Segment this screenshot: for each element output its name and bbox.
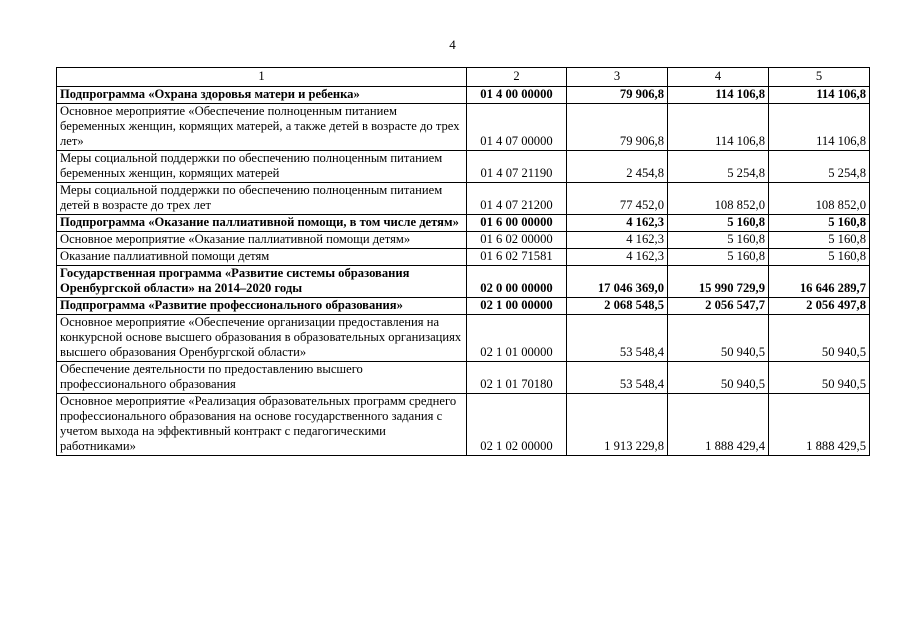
row-name-cell: Меры социальной поддержки по обеспечению полноценным питанием беременных женщин, кормящих матерей bbox=[57, 151, 467, 183]
row-code-cell: 02 1 00 00000 bbox=[467, 298, 567, 315]
row-value-col3-cell: 53 548,4 bbox=[567, 362, 668, 394]
row-value-col3-cell: 4 162,3 bbox=[567, 232, 668, 249]
row-code-cell: 02 1 01 70180 bbox=[467, 362, 567, 394]
row-code-cell: 01 4 07 00000 bbox=[467, 104, 567, 151]
table-row bbox=[57, 249, 870, 266]
row-code-cell: 01 4 07 21200 bbox=[467, 183, 567, 215]
row-value-col3-cell: 4 162,3 bbox=[567, 215, 668, 232]
row-value-col4-cell: 114 106,8 bbox=[668, 87, 769, 104]
row-name-cell: Оказание паллиативной помощи детям bbox=[57, 249, 467, 266]
table-body bbox=[57, 87, 870, 456]
row-code-cell: 01 4 00 00000 bbox=[467, 87, 567, 104]
row-value-col5-cell: 5 160,8 bbox=[769, 232, 870, 249]
row-value-col4-cell: 5 160,8 bbox=[668, 215, 769, 232]
table-row bbox=[57, 215, 870, 232]
row-value-col3-cell: 17 046 369,0 bbox=[567, 266, 668, 298]
table-row bbox=[57, 315, 870, 362]
row-value-col5-cell: 5 160,8 bbox=[769, 215, 870, 232]
row-value-col3-cell: 53 548,4 bbox=[567, 315, 668, 362]
row-name-cell: Государственная программа «Развитие системы образования Оренбургской области» на 2014–2020 годы bbox=[57, 266, 467, 298]
row-value-col5-cell: 5 160,8 bbox=[769, 249, 870, 266]
row-code-cell: 01 4 07 21190 bbox=[467, 151, 567, 183]
row-value-col4-cell: 2 056 547,7 bbox=[668, 298, 769, 315]
row-value-col4-cell: 108 852,0 bbox=[668, 183, 769, 215]
row-value-col4-cell: 50 940,5 bbox=[668, 362, 769, 394]
row-value-col4-cell: 5 254,8 bbox=[668, 151, 769, 183]
row-code-cell: 01 6 00 00000 bbox=[467, 215, 567, 232]
table-row bbox=[57, 183, 870, 215]
row-name-cell: Обеспечение деятельности по предоставлению высшего профессионального образования bbox=[57, 362, 467, 394]
table-row bbox=[57, 298, 870, 315]
row-name-cell: Основное мероприятие «Обеспечение полноценным питанием беременных женщин, кормящих матерей, а также детей в возрасте до трех лет» bbox=[57, 104, 467, 151]
row-value-col4-cell: 5 160,8 bbox=[668, 249, 769, 266]
row-code-cell: 01 6 02 71581 bbox=[467, 249, 567, 266]
row-value-col4-cell: 5 160,8 bbox=[668, 232, 769, 249]
row-value-col3-cell: 2 454,8 bbox=[567, 151, 668, 183]
column-header: 3 bbox=[567, 68, 668, 87]
row-value-col5-cell: 114 106,8 bbox=[769, 104, 870, 151]
page-number: 4 bbox=[449, 37, 456, 52]
column-header: 1 bbox=[57, 68, 467, 87]
column-header: 5 bbox=[769, 68, 870, 87]
row-value-col4-cell: 50 940,5 bbox=[668, 315, 769, 362]
row-name-cell: Меры социальной поддержки по обеспечению полноценным питанием детей в возрасте до трех лет bbox=[57, 183, 467, 215]
table-row bbox=[57, 362, 870, 394]
row-value-col3-cell: 79 906,8 bbox=[567, 104, 668, 151]
row-name-cell: Подпрограмма «Охрана здоровья матери и ребенка» bbox=[57, 87, 467, 104]
row-value-col3-cell: 1 913 229,8 bbox=[567, 394, 668, 456]
column-number-header-row bbox=[57, 68, 870, 87]
table-row bbox=[57, 87, 870, 104]
row-name-cell: Основное мероприятие «Реализация образовательных программ среднего профессионального образования на основе государственного задания с учетом выхода на эффективный контракт с педагогическими работниками» bbox=[57, 394, 467, 456]
row-code-cell: 01 6 02 00000 bbox=[467, 232, 567, 249]
row-value-col3-cell: 2 068 548,5 bbox=[567, 298, 668, 315]
table-row bbox=[57, 394, 870, 456]
row-value-col3-cell: 79 906,8 bbox=[567, 87, 668, 104]
row-value-col3-cell: 77 452,0 bbox=[567, 183, 668, 215]
row-value-col4-cell: 15 990 729,9 bbox=[668, 266, 769, 298]
table-row bbox=[57, 104, 870, 151]
row-value-col5-cell: 5 254,8 bbox=[769, 151, 870, 183]
row-value-col5-cell: 114 106,8 bbox=[769, 87, 870, 104]
row-name-cell: Основное мероприятие «Обеспечение организации предоставления на конкурсной основе высшего образования в образовательных организациях высшего образования Оренбургской области» bbox=[57, 315, 467, 362]
row-value-col5-cell: 50 940,5 bbox=[769, 315, 870, 362]
row-code-cell: 02 1 02 00000 bbox=[467, 394, 567, 456]
table-row bbox=[57, 266, 870, 298]
row-value-col5-cell: 50 940,5 bbox=[769, 362, 870, 394]
row-value-col4-cell: 1 888 429,4 bbox=[668, 394, 769, 456]
table-row bbox=[57, 232, 870, 249]
row-name-cell: Подпрограмма «Развитие профессионального образования» bbox=[57, 298, 467, 315]
row-name-cell: Подпрограмма «Оказание паллиативной помощи, в том числе детям» bbox=[57, 215, 467, 232]
budget-table bbox=[56, 67, 870, 456]
column-header: 2 bbox=[467, 68, 567, 87]
row-value-col5-cell: 2 056 497,8 bbox=[769, 298, 870, 315]
row-value-col4-cell: 114 106,8 bbox=[668, 104, 769, 151]
row-name-cell: Основное мероприятие «Оказание паллиативной помощи детям» bbox=[57, 232, 467, 249]
column-header: 4 bbox=[668, 68, 769, 87]
row-value-col5-cell: 108 852,0 bbox=[769, 183, 870, 215]
row-code-cell: 02 0 00 00000 bbox=[467, 266, 567, 298]
row-value-col3-cell: 4 162,3 bbox=[567, 249, 668, 266]
row-value-col5-cell: 1 888 429,5 bbox=[769, 394, 870, 456]
row-value-col5-cell: 16 646 289,7 bbox=[769, 266, 870, 298]
table-row bbox=[57, 151, 870, 183]
row-code-cell: 02 1 01 00000 bbox=[467, 315, 567, 362]
